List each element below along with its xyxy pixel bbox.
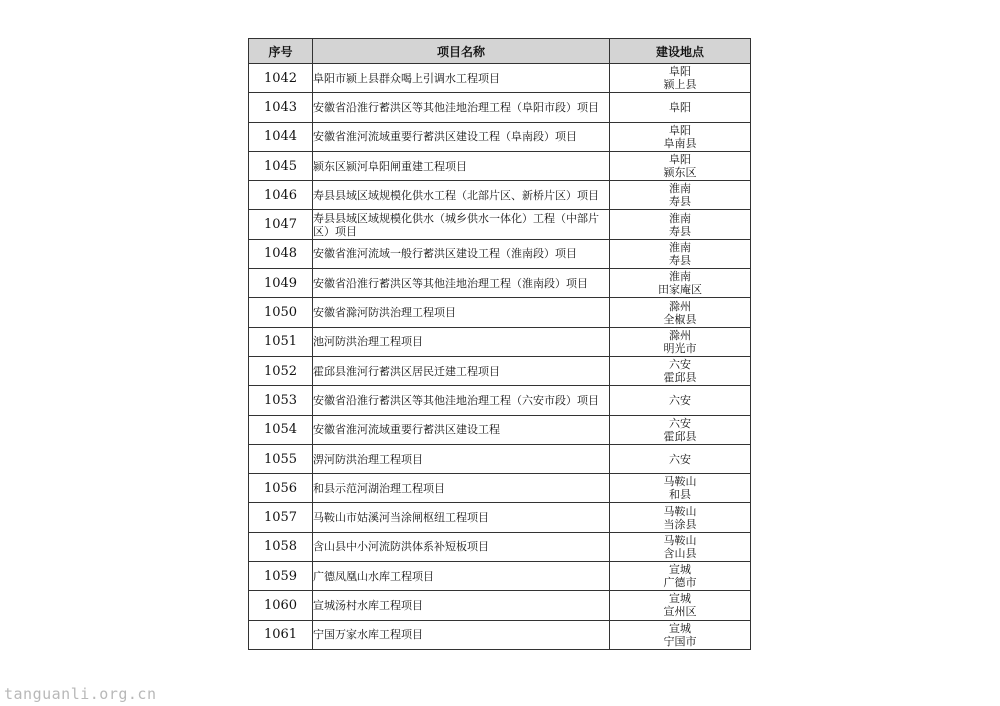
table-row	[249, 93, 751, 122]
header-serial-number: 序号	[249, 39, 313, 64]
row-location	[610, 181, 751, 210]
location-county: 寿县	[669, 195, 691, 209]
row-location	[610, 239, 751, 268]
row-serial-number: 1047	[249, 210, 313, 239]
location-city: 六安	[669, 452, 691, 466]
row-project-name: 广德凤凰山水库工程项目	[313, 562, 610, 591]
location-city: 淮南	[669, 182, 691, 196]
location-city: 马鞍山	[663, 475, 697, 489]
row-project-name: 安徽省沿淮行蓄洪区等其他洼地治理工程（阜阳市段）项目	[313, 93, 610, 122]
row-location	[610, 64, 751, 93]
row-project-name: 寿县县域区域规模化供水工程（北部片区、新桥片区）项目	[313, 181, 610, 210]
row-location	[610, 474, 751, 503]
location-city: 滁州	[669, 328, 691, 342]
table-body	[249, 64, 751, 650]
row-location	[610, 356, 751, 385]
location-county: 当涂县	[663, 517, 697, 531]
table-row	[249, 298, 751, 327]
table-header-row	[249, 39, 751, 64]
location-city: 淮南	[669, 270, 691, 284]
row-project-name: 寿县县域区域规模化供水（城乡供水一体化）工程（中部片区）项目	[313, 210, 610, 239]
row-serial-number: 1061	[249, 620, 313, 649]
row-project-name: 安徽省滁河防洪治理工程项目	[313, 298, 610, 327]
location-county: 全椒县	[663, 312, 697, 326]
row-serial-number: 1045	[249, 151, 313, 180]
location-county: 霍邱县	[663, 371, 697, 385]
row-serial-number: 1058	[249, 532, 313, 561]
row-serial-number: 1046	[249, 181, 313, 210]
row-serial-number: 1048	[249, 239, 313, 268]
location-city: 淮南	[669, 240, 691, 254]
table-row	[249, 327, 751, 356]
table-row	[249, 239, 751, 268]
row-project-name: 淠河防洪治理工程项目	[313, 444, 610, 473]
table-row	[249, 151, 751, 180]
row-project-name: 安徽省淮河流域重要行蓄洪区建设工程（阜南段）项目	[313, 122, 610, 151]
row-location	[610, 151, 751, 180]
row-serial-number: 1052	[249, 356, 313, 385]
table-row	[249, 444, 751, 473]
location-city: 阜阳	[669, 65, 691, 79]
row-project-name: 安徽省沿淮行蓄洪区等其他洼地治理工程（六安市段）项目	[313, 386, 610, 415]
table-row	[249, 415, 751, 444]
location-city: 阜阳	[669, 153, 691, 167]
row-serial-number: 1059	[249, 562, 313, 591]
row-project-name: 马鞍山市姑溪河当涂闸枢纽工程项目	[313, 503, 610, 532]
row-serial-number: 1053	[249, 386, 313, 415]
location-county: 颍上县	[663, 78, 697, 92]
table-row	[249, 532, 751, 561]
row-project-name: 含山县中小河流防洪体系补短板项目	[313, 532, 610, 561]
row-project-name: 阜阳市颍上县群众喝上引调水工程项目	[313, 64, 610, 93]
location-city: 阜阳	[669, 123, 691, 137]
location-city: 六安	[669, 416, 691, 430]
table-row	[249, 210, 751, 239]
table-row	[249, 562, 751, 591]
location-county: 广德市	[663, 576, 697, 590]
row-serial-number: 1054	[249, 415, 313, 444]
header-project-name: 项目名称	[313, 39, 610, 64]
row-location	[610, 298, 751, 327]
row-location	[610, 269, 751, 298]
location-county: 寿县	[669, 253, 691, 267]
location-county: 含山县	[663, 546, 697, 560]
table-row	[249, 122, 751, 151]
location-county: 明光市	[663, 341, 697, 355]
location-county: 田家庵区	[658, 283, 702, 297]
location-county: 和县	[669, 488, 691, 502]
row-location	[610, 562, 751, 591]
location-county: 寿县	[669, 224, 691, 238]
table-row	[249, 356, 751, 385]
table-row	[249, 503, 751, 532]
row-location	[610, 327, 751, 356]
row-project-name: 安徽省淮河流域一般行蓄洪区建设工程（淮南段）项目	[313, 239, 610, 268]
row-project-name: 霍邱县淮河行蓄洪区居民迁建工程项目	[313, 356, 610, 385]
row-location	[610, 93, 751, 122]
location-city: 六安	[669, 358, 691, 372]
header-construction-location: 建设地点	[610, 39, 751, 64]
location-city: 宣城	[669, 621, 691, 635]
location-city: 宣城	[669, 563, 691, 577]
row-project-name: 安徽省淮河流域重要行蓄洪区建设工程	[313, 415, 610, 444]
row-location	[610, 386, 751, 415]
row-serial-number: 1044	[249, 122, 313, 151]
location-county: 宣州区	[663, 605, 697, 619]
location-county: 宁国市	[663, 634, 697, 648]
site-watermark: tanguanli.org.cn	[4, 685, 157, 703]
row-location	[610, 503, 751, 532]
row-serial-number: 1051	[249, 327, 313, 356]
row-location	[610, 620, 751, 649]
row-serial-number: 1043	[249, 93, 313, 122]
project-table	[248, 38, 751, 650]
row-location	[610, 415, 751, 444]
row-project-name: 安徽省沿淮行蓄洪区等其他洼地治理工程（淮南段）项目	[313, 269, 610, 298]
table-row	[249, 474, 751, 503]
row-project-name: 和县示范河湖治理工程项目	[313, 474, 610, 503]
table-row	[249, 181, 751, 210]
row-location	[610, 122, 751, 151]
table-row	[249, 620, 751, 649]
row-serial-number: 1049	[249, 269, 313, 298]
row-serial-number: 1050	[249, 298, 313, 327]
row-location	[610, 210, 751, 239]
table-row	[249, 269, 751, 298]
location-city: 滁州	[669, 299, 691, 313]
location-city: 马鞍山	[663, 504, 697, 518]
row-location	[610, 444, 751, 473]
table-row	[249, 64, 751, 93]
location-city: 阜阳	[669, 100, 691, 114]
row-project-name: 池河防洪治理工程项目	[313, 327, 610, 356]
row-location	[610, 591, 751, 620]
location-county: 颍东区	[663, 166, 697, 180]
row-serial-number: 1056	[249, 474, 313, 503]
location-county: 霍邱县	[663, 429, 697, 443]
row-project-name: 颍东区颍河阜阳闸重建工程项目	[313, 151, 610, 180]
location-city: 宣城	[669, 592, 691, 606]
table-row	[249, 591, 751, 620]
table-row	[249, 386, 751, 415]
location-city: 六安	[669, 393, 691, 407]
row-serial-number: 1057	[249, 503, 313, 532]
location-county: 阜南县	[663, 136, 697, 150]
row-location	[610, 532, 751, 561]
row-serial-number: 1055	[249, 444, 313, 473]
row-serial-number: 1060	[249, 591, 313, 620]
location-city: 马鞍山	[663, 533, 697, 547]
row-project-name: 宣城汤村水库工程项目	[313, 591, 610, 620]
row-project-name: 宁国万家水库工程项目	[313, 620, 610, 649]
row-serial-number: 1042	[249, 64, 313, 93]
location-city: 淮南	[669, 211, 691, 225]
